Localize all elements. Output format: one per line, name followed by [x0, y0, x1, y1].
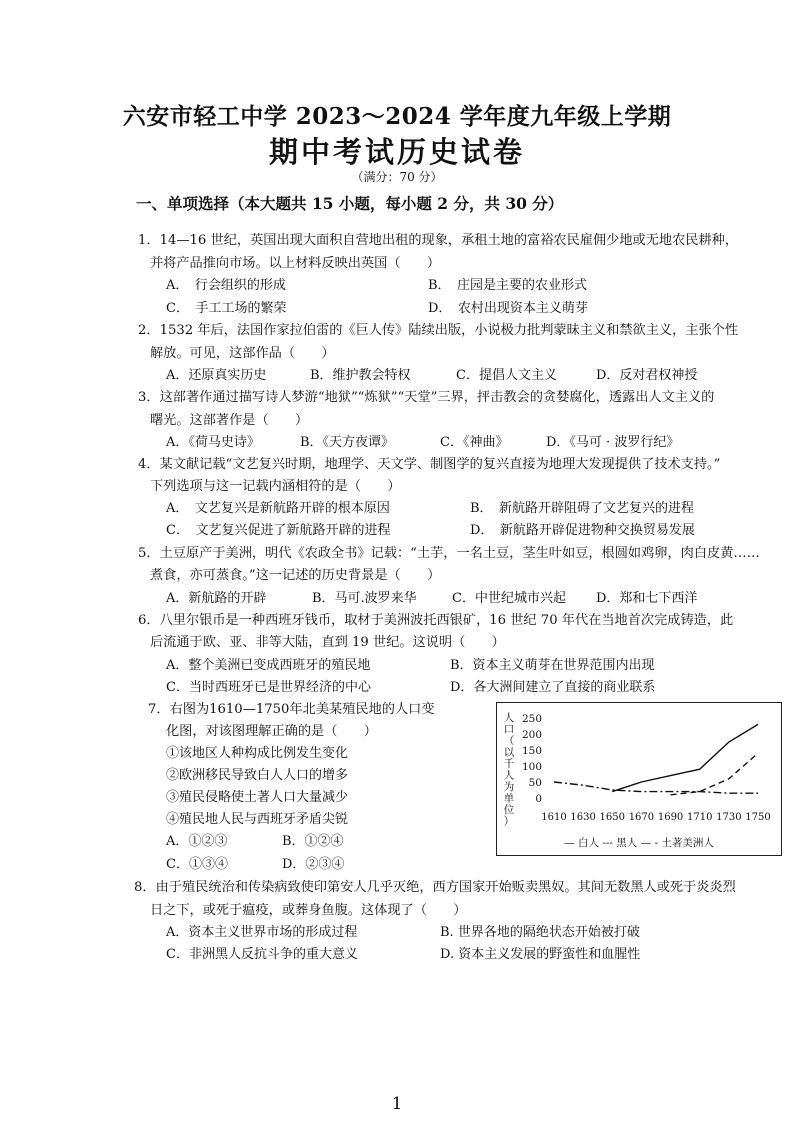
x-tick-label: 1610	[541, 812, 567, 823]
page-number: 1	[391, 1094, 403, 1114]
q5-line1: 5．土豆原产于美洲，明代《农政全书》记载：“土芋，一名土豆，茎生叶如豆，根圆如鸡卵，肉白皮黄……	[138, 546, 760, 561]
q7-line1: 7．右图为1610—1750年北美某殖民地的人口变	[148, 702, 435, 717]
q7-line2: 化图，对该图理解正确的是（ ）	[166, 724, 377, 739]
y-axis-label-char: ）	[503, 815, 515, 828]
q1-option-b: B． 庄园是主要的农业形式	[428, 278, 588, 293]
q4-line2: 下列选项与这一记载内涵相符的是（ ）	[150, 479, 401, 494]
q6-option-c: C．当时西班牙已是世界经济的中心	[166, 680, 371, 695]
q8-line1: 8．由于殖民统治和传染病致使印第安人几乎灭绝，西方国家开始贩卖黑奴。其间无数黑人或死于炎炎烈	[134, 880, 736, 895]
x-tick-label: 1670	[628, 812, 655, 823]
q3-line2: 曙光。这部著作是（ ）	[150, 413, 309, 428]
q7-statement-3: ③殖民侵略使土著人口大量减少	[166, 790, 349, 805]
q3-line1: 3．这部著作通过描写诗人梦游“地狱”“炼狱”“天堂”三界，抨击教会的贪婪腐化，透露出人文主义的	[138, 390, 715, 405]
q6-option-b: B．资本主义萌芽在世界范围内出现	[450, 658, 655, 673]
q4-option-c: C． 文艺复兴促进了新航路开辟的进程	[166, 523, 391, 538]
q2-option-a: A．还原真实历史	[166, 368, 267, 383]
q1-line2: 并将产品推向市场。以上材料反映出英国（ ）	[150, 256, 441, 271]
section-heading: 一、单项选择（本大题共 15 小题，每小题 2 分，共 30 分）	[136, 194, 564, 213]
q6-line1: 6．八里尔银币是一种西班牙钱币，取材于美洲波托西银矿，16 世纪 70 年代在当地首次完成铸造，此	[138, 613, 734, 628]
series-line-土著美洲人	[554, 782, 758, 793]
y-axis-label-char: 以	[503, 746, 515, 759]
y-axis-label-char: （	[503, 735, 515, 747]
series-line-白人	[612, 724, 758, 791]
x-tick-label: 1750	[745, 812, 771, 823]
y-axis-label	[504, 711, 515, 828]
population-chart	[496, 702, 782, 856]
y-axis-label-char: 口	[503, 723, 515, 736]
q7-statement-1: ①该地区人种构成比例发生变化	[166, 746, 349, 761]
q7-statement-4: ④殖民地人民与西班牙矛盾尖锐	[166, 812, 349, 827]
q8-option-b: B. 世界各地的隔绝状态开始被打破	[440, 925, 640, 940]
y-tick-label: 150	[521, 745, 542, 757]
y-axis-label-char: 人	[503, 769, 515, 782]
q2-option-c: C．提倡人文主义	[456, 368, 557, 383]
q1-line1: 1．14—16 世纪，英国出现大面积自营地出租的现象，承租土地的富裕农民雇佣少地或无地农民耕种，	[138, 233, 739, 248]
y-tick-label: 50	[528, 777, 542, 789]
q8-option-a: A．资本主义世界市场的形成过程	[166, 925, 358, 940]
y-tick-label: 100	[521, 761, 542, 773]
q6-option-a: A．整个美洲已变成西班牙的殖民地	[166, 658, 371, 673]
q4-option-b: B． 新航路开辟阻碍了文艺复兴的进程	[470, 501, 695, 516]
q5-option-b: B．马可.波罗来华	[312, 591, 417, 606]
x-tick-label: 1630	[570, 812, 596, 823]
chart-legend: — 白人 --- 黑人 — - 土著美洲人	[564, 837, 714, 849]
exam-title-line2: 期中考试历史试卷	[268, 135, 525, 169]
q4-option-a: A． 文艺复兴是新航路开辟的根本原因	[166, 501, 390, 516]
q7-option-d: D．②③④	[282, 857, 345, 872]
q4-option-d: D． 新航路开辟促进物种交换贸易发展	[470, 523, 695, 538]
series-line-黑人	[671, 753, 758, 795]
q1-option-c: C． 手工工场的繁荣	[166, 301, 287, 316]
q6-line2: 后流通于欧、亚、非等大陆，直到 19 世纪。这说明（ ）	[150, 635, 505, 650]
q5-option-a: A．新航路的开辟	[166, 591, 267, 606]
score-note: （满分：70 分）	[351, 170, 443, 184]
q2-option-d: D．反对君权神授	[596, 368, 698, 383]
y-axis-label-char: 千	[503, 758, 515, 770]
q2-line1: 2．1532 年后，法国作家拉伯雷的《巨人传》陆续出版，小说极力批判蒙昧主义和禁欲主义，主张个性	[138, 323, 739, 338]
q1-option-d: D． 农村出现资本主义萌芽	[428, 301, 588, 316]
y-tick-label: 250	[521, 713, 542, 725]
q2-option-b: B．维护教会特权	[310, 368, 411, 383]
x-tick-label: 1710	[686, 812, 713, 823]
y-tick-label: 200	[521, 729, 542, 741]
q7-option-a: A．①②③	[166, 834, 228, 849]
x-tick-label: 1730	[716, 812, 742, 823]
q5-line2: 煮食，亦可蒸食。”这一记述的历史背景是（ ）	[150, 568, 441, 583]
q5-option-d: D．郑和七下西洋	[596, 591, 698, 606]
q3-option-a: A．《荷马史诗》	[166, 435, 260, 450]
y-axis-label-char: 位	[503, 804, 515, 816]
q1-option-a: A． 行会组织的形成	[166, 278, 286, 293]
q3-option-c: C．《神曲》	[440, 435, 509, 450]
q7-option-b: B．①②④	[282, 834, 344, 849]
q4-line1: 4．某文献记载“文艺复兴时期，地理学、天文学、制图学的复兴直接为地理大发现提供了技术支持。”	[138, 457, 721, 472]
q7-option-c: C．①③④	[166, 857, 228, 872]
q3-option-b: B．《天方夜谭》	[300, 435, 395, 450]
q8-line2: 日之下，或死于瘟疫，或葬身鱼腹。这体现了（ ）	[150, 903, 467, 918]
q8-option-d: D. 资本主义发展的野蛮性和血腥性	[440, 947, 641, 962]
y-tick-label: 0	[535, 793, 542, 805]
x-tick-label: 1650	[599, 812, 626, 823]
q7-statement-2: ②欧洲移民导致白人人口的增多	[166, 768, 349, 783]
q2-line2: 解放。可见，这部作品（ ）	[150, 346, 335, 361]
exam-title-line1: 六安市轻工中学 2023～2024 学年度九年级上学期	[122, 103, 672, 130]
x-tick-label: 1690	[657, 812, 684, 823]
q8-option-c: C．非洲黑人反抗斗争的重大意义	[166, 947, 358, 962]
y-axis-label-char: 为	[503, 781, 515, 793]
q3-option-d: D．《马可 · 波罗行纪》	[546, 435, 680, 450]
q6-option-d: D．各大洲间建立了直接的商业联系	[450, 680, 656, 695]
q5-option-c: C．中世纪城市兴起	[452, 591, 566, 606]
y-axis-label-char: 人	[503, 712, 515, 724]
y-axis-label-char: 单	[503, 792, 515, 805]
